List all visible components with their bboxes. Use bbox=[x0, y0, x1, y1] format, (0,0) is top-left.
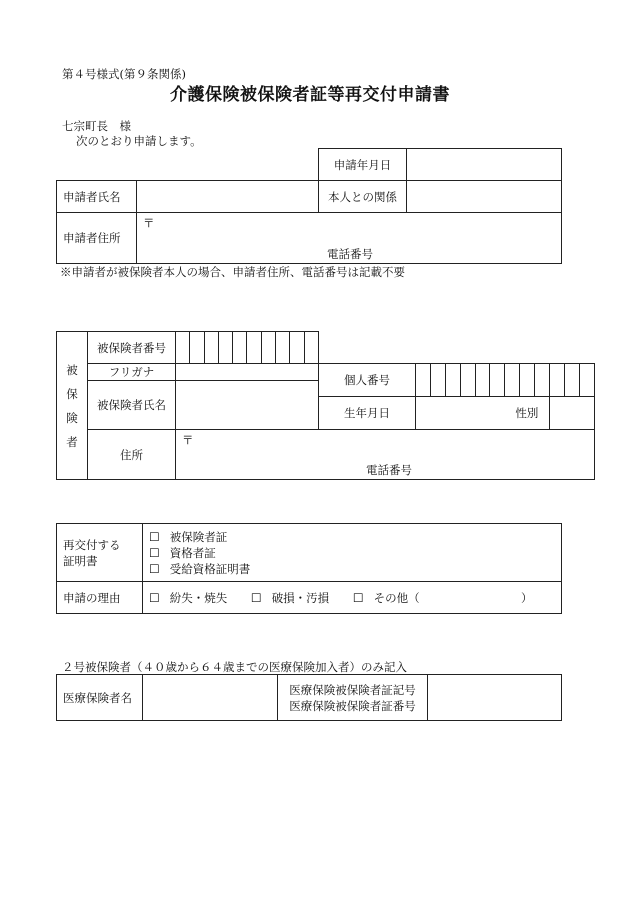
insured-address-field[interactable] bbox=[176, 430, 595, 480]
birth-date-label: 生年月日 bbox=[318, 397, 415, 430]
certificate-option[interactable]: ☐ 資格者証 bbox=[149, 545, 216, 560]
checkbox-icon[interactable]: ☐ bbox=[149, 545, 160, 560]
insured-number-digit[interactable] bbox=[261, 332, 275, 364]
insured-number-digit[interactable] bbox=[218, 332, 232, 364]
my-number-digit[interactable] bbox=[475, 364, 490, 397]
insured-number-digit[interactable] bbox=[204, 332, 218, 364]
my-number-digit[interactable] bbox=[460, 364, 475, 397]
checkbox-icon[interactable]: ☐ bbox=[352, 590, 364, 605]
insured-number-digit[interactable] bbox=[190, 332, 204, 364]
applicant-table bbox=[56, 148, 562, 264]
insured-number-digit[interactable] bbox=[176, 332, 190, 364]
my-number-digit[interactable] bbox=[579, 364, 594, 397]
applicant-address-label: 申請者住所 bbox=[57, 213, 137, 264]
insured-number-digit[interactable] bbox=[247, 332, 261, 364]
my-number-digit[interactable] bbox=[505, 364, 520, 397]
postal-mark: 〒 bbox=[182, 433, 194, 447]
insured-number-digit[interactable] bbox=[276, 332, 290, 364]
blank-area bbox=[318, 332, 594, 364]
addressee: 七宗町長 様 bbox=[62, 119, 131, 133]
applicant-address-field[interactable] bbox=[137, 213, 562, 264]
my-number-digit[interactable] bbox=[549, 364, 564, 397]
reason-close-paren: ） bbox=[521, 591, 533, 605]
applicant-name-label: 申請者氏名 bbox=[57, 181, 137, 213]
phone-label: 電話番号 bbox=[327, 247, 373, 261]
application-date-label: 申請年月日 bbox=[319, 149, 407, 181]
my-number-digit[interactable] bbox=[445, 364, 460, 397]
gender-field[interactable] bbox=[549, 397, 594, 430]
insured-section-label: 被 保 険 者 bbox=[57, 332, 88, 480]
my-number-digit[interactable] bbox=[564, 364, 579, 397]
my-number-digit[interactable] bbox=[490, 364, 505, 397]
applicant-note: ※申請者が被保険者本人の場合、申請者住所、電話番号は記載不要 bbox=[60, 265, 405, 279]
certificate-id-field[interactable] bbox=[428, 675, 562, 721]
gender-label: 性別 bbox=[515, 406, 539, 420]
application-date-field[interactable] bbox=[407, 149, 562, 181]
relation-label: 本人との関係 bbox=[319, 181, 407, 213]
reason-option[interactable]: ☐ その他（ bbox=[352, 590, 420, 605]
reason-options bbox=[143, 582, 562, 614]
checkbox-icon[interactable]: ☐ bbox=[149, 590, 160, 605]
my-number-digit[interactable] bbox=[415, 364, 430, 397]
my-number-digit[interactable] bbox=[430, 364, 445, 397]
page-title: 介護保険被保険者証等再交付申請書 bbox=[170, 85, 450, 105]
secondary-note: ２号被保険者（４０歳から６４歳までの医療保険加入者）のみ記入 bbox=[62, 660, 407, 674]
checkbox-icon[interactable]: ☐ bbox=[250, 590, 262, 605]
checkbox-icon[interactable]: ☐ bbox=[149, 529, 160, 544]
insured-name-label: 被保険者氏名 bbox=[88, 381, 176, 430]
reissue-label: 再交付する 証明書 bbox=[57, 524, 143, 582]
reason-label: 申請の理由 bbox=[57, 582, 143, 614]
certificate-option[interactable]: ☐ 被保険者証 bbox=[149, 529, 228, 544]
reason-option[interactable]: ☐ 紛失・焼失 bbox=[149, 590, 228, 605]
blank-area bbox=[57, 149, 319, 181]
certificate-id-labels: 医療保険被保険者証記号 医療保険被保険者証番号 bbox=[278, 675, 428, 721]
intro-text: 次のとおり申請します。 bbox=[76, 134, 202, 148]
form-number: 第４号様式(第９条関係) bbox=[62, 67, 186, 81]
birth-date-field[interactable] bbox=[415, 397, 504, 430]
my-number-digit[interactable] bbox=[520, 364, 535, 397]
insurer-name-label: 医療保険者名 bbox=[57, 675, 143, 721]
gender-label-cell bbox=[505, 397, 550, 430]
checkbox-icon[interactable]: ☐ bbox=[149, 561, 160, 576]
insured-name-field[interactable] bbox=[176, 381, 319, 430]
reissue-table bbox=[56, 523, 562, 614]
my-number-digit[interactable] bbox=[535, 364, 550, 397]
phone-label: 電話番号 bbox=[366, 463, 412, 477]
insurer-name-field[interactable] bbox=[143, 675, 278, 721]
my-number-label: 個人番号 bbox=[318, 364, 415, 397]
insured-number-digit[interactable] bbox=[304, 332, 318, 364]
reason-option[interactable]: ☐ 破損・汚損 bbox=[250, 590, 330, 605]
certificate-options bbox=[143, 524, 562, 582]
applicant-name-field[interactable] bbox=[137, 181, 319, 213]
insured-number-label: 被保険者番号 bbox=[88, 332, 176, 364]
secondary-table bbox=[56, 674, 562, 721]
insured-address-label: 住所 bbox=[88, 430, 176, 480]
relation-field[interactable] bbox=[407, 181, 562, 213]
insured-number-digit[interactable] bbox=[233, 332, 247, 364]
insured-number-digit[interactable] bbox=[290, 332, 304, 364]
furigana-field[interactable] bbox=[176, 364, 319, 381]
furigana-label: フリガナ bbox=[88, 364, 176, 381]
certificate-option[interactable]: ☐ 受給資格証明書 bbox=[149, 561, 251, 576]
postal-mark: 〒 bbox=[143, 216, 155, 230]
insured-table bbox=[56, 331, 595, 480]
